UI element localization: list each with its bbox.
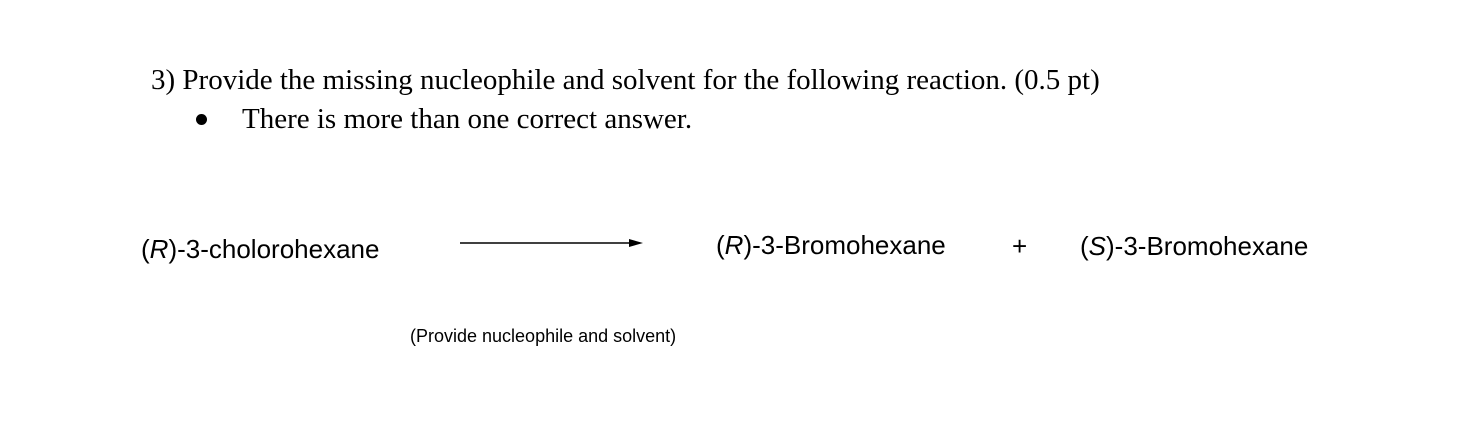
- arrow-note: (Provide nucleophile and solvent): [410, 326, 677, 346]
- reactant-open-paren: (: [141, 234, 150, 264]
- bullet-text: There is more than one correct answer.: [242, 103, 693, 135]
- product-1-open-paren: (: [716, 230, 725, 260]
- reactant-stereodescriptor: R: [149, 234, 169, 264]
- product-1-rest: )-3-Bromohexane: [743, 230, 946, 260]
- product-2-open-paren: (: [1080, 231, 1089, 261]
- product-1-name: [716, 230, 946, 260]
- reactant-name: [141, 234, 379, 264]
- question-prompt: 3) Provide the missing nucleophile and solvent for the following reaction. (0.5 pt): [151, 64, 1100, 96]
- plus-sign: +: [1012, 231, 1028, 261]
- product-2-rest: )-3-Bromohexane: [1106, 231, 1309, 261]
- product-2-stereodescriptor: S: [1088, 231, 1107, 261]
- reactant-rest: )-3-cholorohexane: [168, 234, 380, 264]
- bullet-icon: [196, 114, 207, 125]
- product-2-name: [1080, 231, 1308, 261]
- product-1-stereodescriptor: R: [724, 230, 744, 260]
- reaction-arrow-icon: [459, 236, 645, 250]
